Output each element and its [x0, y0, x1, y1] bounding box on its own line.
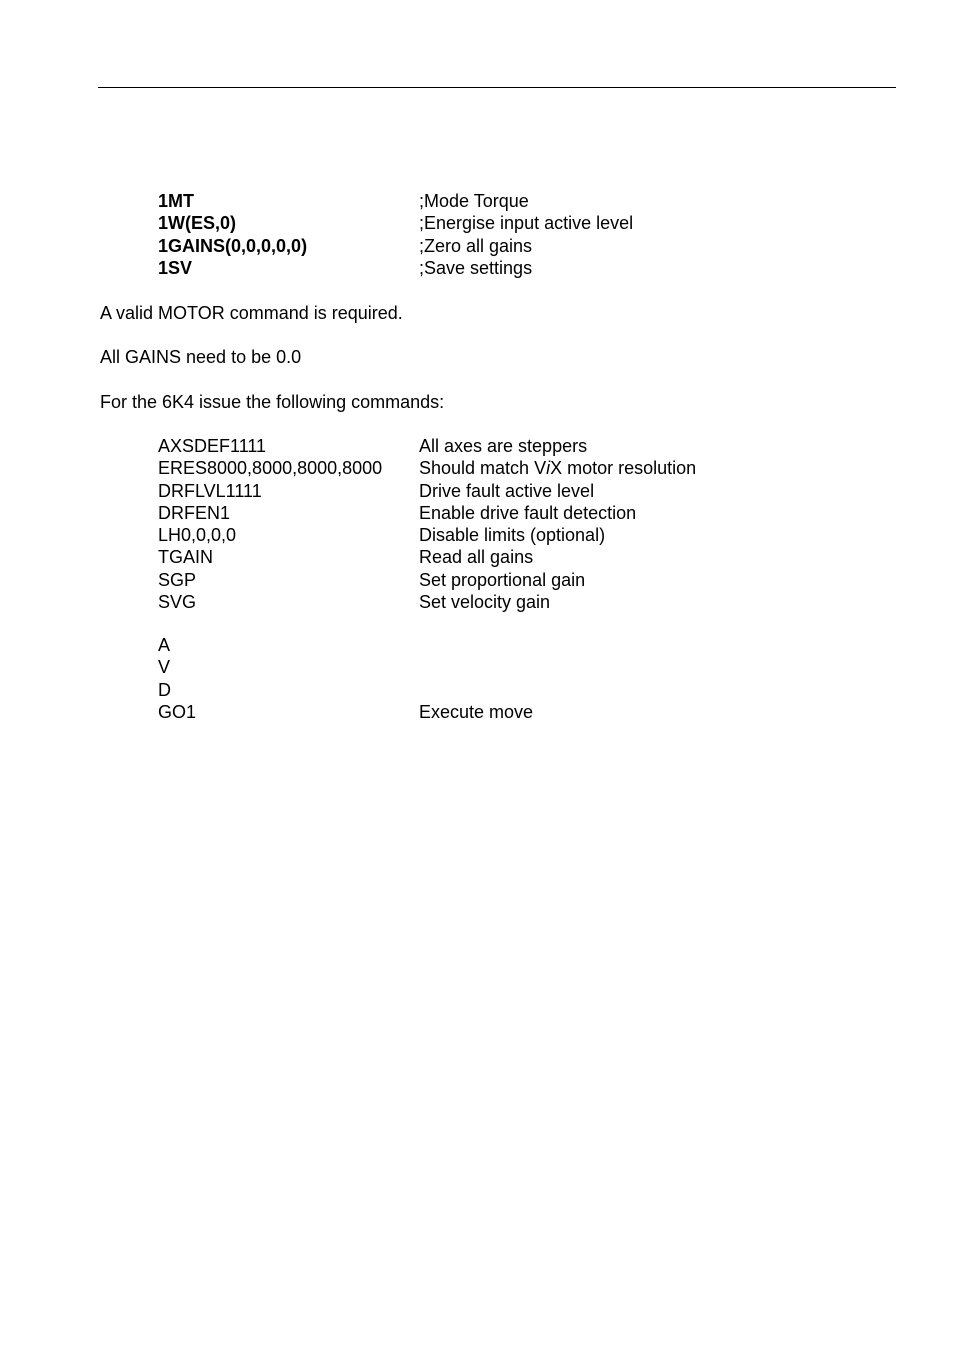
command-description: Execute move: [419, 701, 534, 722]
command-description: All axes are steppers: [419, 436, 588, 456]
command-code: D: [158, 679, 171, 700]
command-description: ;Zero all gains: [419, 235, 533, 256]
command-code: DRFLVL1111: [158, 480, 262, 501]
command-description: ;Save settings: [419, 257, 533, 278]
command-code: 1MT: [158, 191, 194, 211]
command-description: Drive fault active level: [419, 480, 595, 501]
command-code: GO1: [158, 701, 197, 722]
command-code: AXSDEF1111: [158, 436, 267, 456]
command-description: [419, 457, 696, 479]
command-code: 1GAINS(0,0,0,0,0): [158, 235, 308, 256]
command-description: ;Mode Torque: [419, 191, 529, 211]
description-italic-text: i: [546, 458, 551, 479]
command-description: Disable limits (optional): [419, 525, 606, 546]
intro-6k4: For the 6K4 issue the following commands:: [100, 392, 445, 412]
command-description: Read all gains: [419, 547, 534, 568]
command-code: SVG: [158, 592, 197, 613]
gains-note: All GAINS need to be 0.0: [100, 347, 302, 367]
command-description: Enable drive fault detection: [419, 502, 637, 523]
command-description: ;Energise input active level: [419, 213, 634, 234]
description-text: X motor resolution: [550, 458, 697, 479]
command-code: LH0,0,0,0: [158, 525, 237, 546]
command-code: DRFEN1: [158, 502, 231, 523]
command-code: 1W(ES,0): [158, 213, 237, 234]
command-code: TGAIN: [158, 547, 214, 568]
command-code: V: [158, 657, 171, 678]
command-code: SGP: [158, 569, 197, 590]
command-description: Set proportional gain: [419, 569, 586, 590]
motor-note: A valid MOTOR command is required.: [100, 303, 403, 323]
header-rule: [98, 87, 896, 88]
command-code: ERES8000,8000,8000,8000: [158, 458, 383, 479]
command-description: Set velocity gain: [419, 592, 551, 613]
command-code: A: [158, 635, 171, 655]
description-text: Should match V: [419, 458, 547, 479]
command-code: 1SV: [158, 257, 193, 278]
